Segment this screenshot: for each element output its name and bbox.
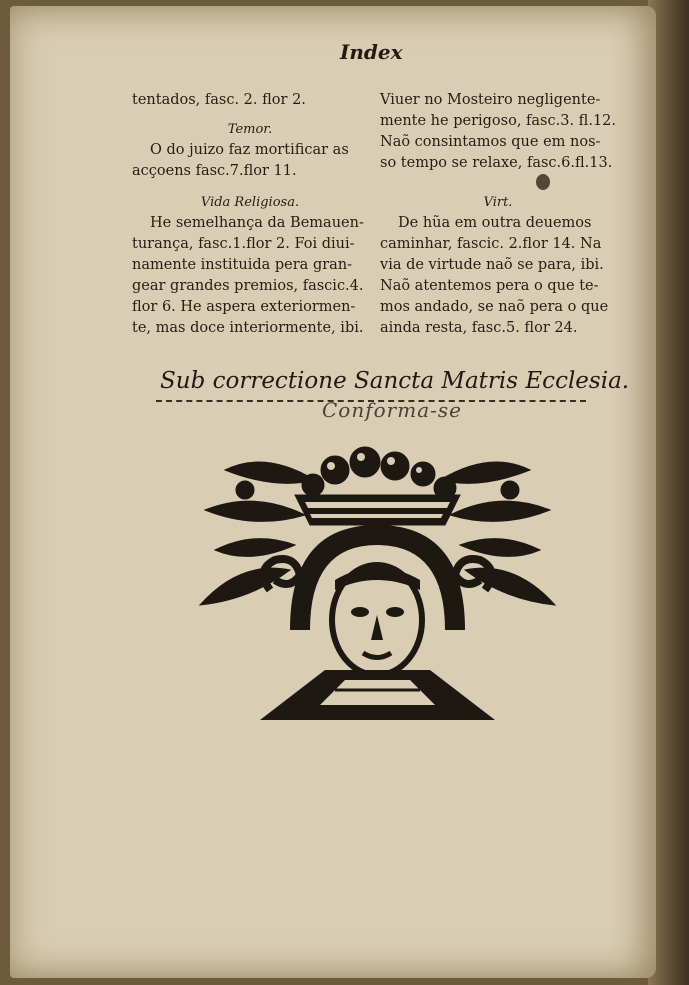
handwritten-note: Conforma-se <box>322 398 462 422</box>
entry-line: gear grandes premios, fascic.4. <box>132 278 364 294</box>
continuation-line: tentados, fasc. 2. flor 2. <box>132 92 306 108</box>
entry-line: namente instituida pera gran- <box>132 257 353 273</box>
entry-line: De hũa em outra deuemos <box>398 215 592 231</box>
entry-heading: Temor. <box>227 122 273 137</box>
entry-line: acçoens fasc.7.flor 11. <box>132 163 297 179</box>
entry-line: ainda resta, fasc.5. flor 24. <box>380 320 578 336</box>
entry-line: via de virtude naõ se para, ibi. <box>380 257 604 273</box>
woodcut-ornament <box>195 440 560 725</box>
entry-line: flor 6. He aspera exteriormen- <box>132 299 356 315</box>
continuation-line: Viuer no Mosteiro negligente- <box>380 92 601 108</box>
continuation-line: so tempo se relaxe, fasc.6.fl.13. <box>380 155 613 171</box>
entry-line: te, mas doce interiormente, ibi. <box>132 320 364 336</box>
left-column <box>132 90 368 339</box>
entry-heading: Vida Religiosa. <box>200 195 300 210</box>
right-column <box>380 90 616 339</box>
entry-line: turança, fasc.1.flor 2. Foi diui- <box>132 236 355 252</box>
page-header: Index <box>340 40 403 64</box>
ink-stain <box>536 174 550 190</box>
entry-line: caminhar, fascic. 2.flor 14. Na <box>380 236 602 252</box>
colophon: Sub correctione Sancta Matris Ecclesia. <box>160 368 630 394</box>
entry-heading: Virt. <box>483 195 513 210</box>
continuation-line: Naõ consintamos que em nos- <box>380 134 601 150</box>
entry-line: O do juizo faz mortificar as <box>150 142 349 158</box>
entry-line: mos andado, se naõ pera o que <box>380 299 609 315</box>
entry-line: Naõ atentemos pera o que te- <box>380 278 599 294</box>
entry-line: He semelhança da Bemauen- <box>150 215 364 231</box>
continuation-line: mente he perigoso, fasc.3. fl.12. <box>380 113 617 129</box>
